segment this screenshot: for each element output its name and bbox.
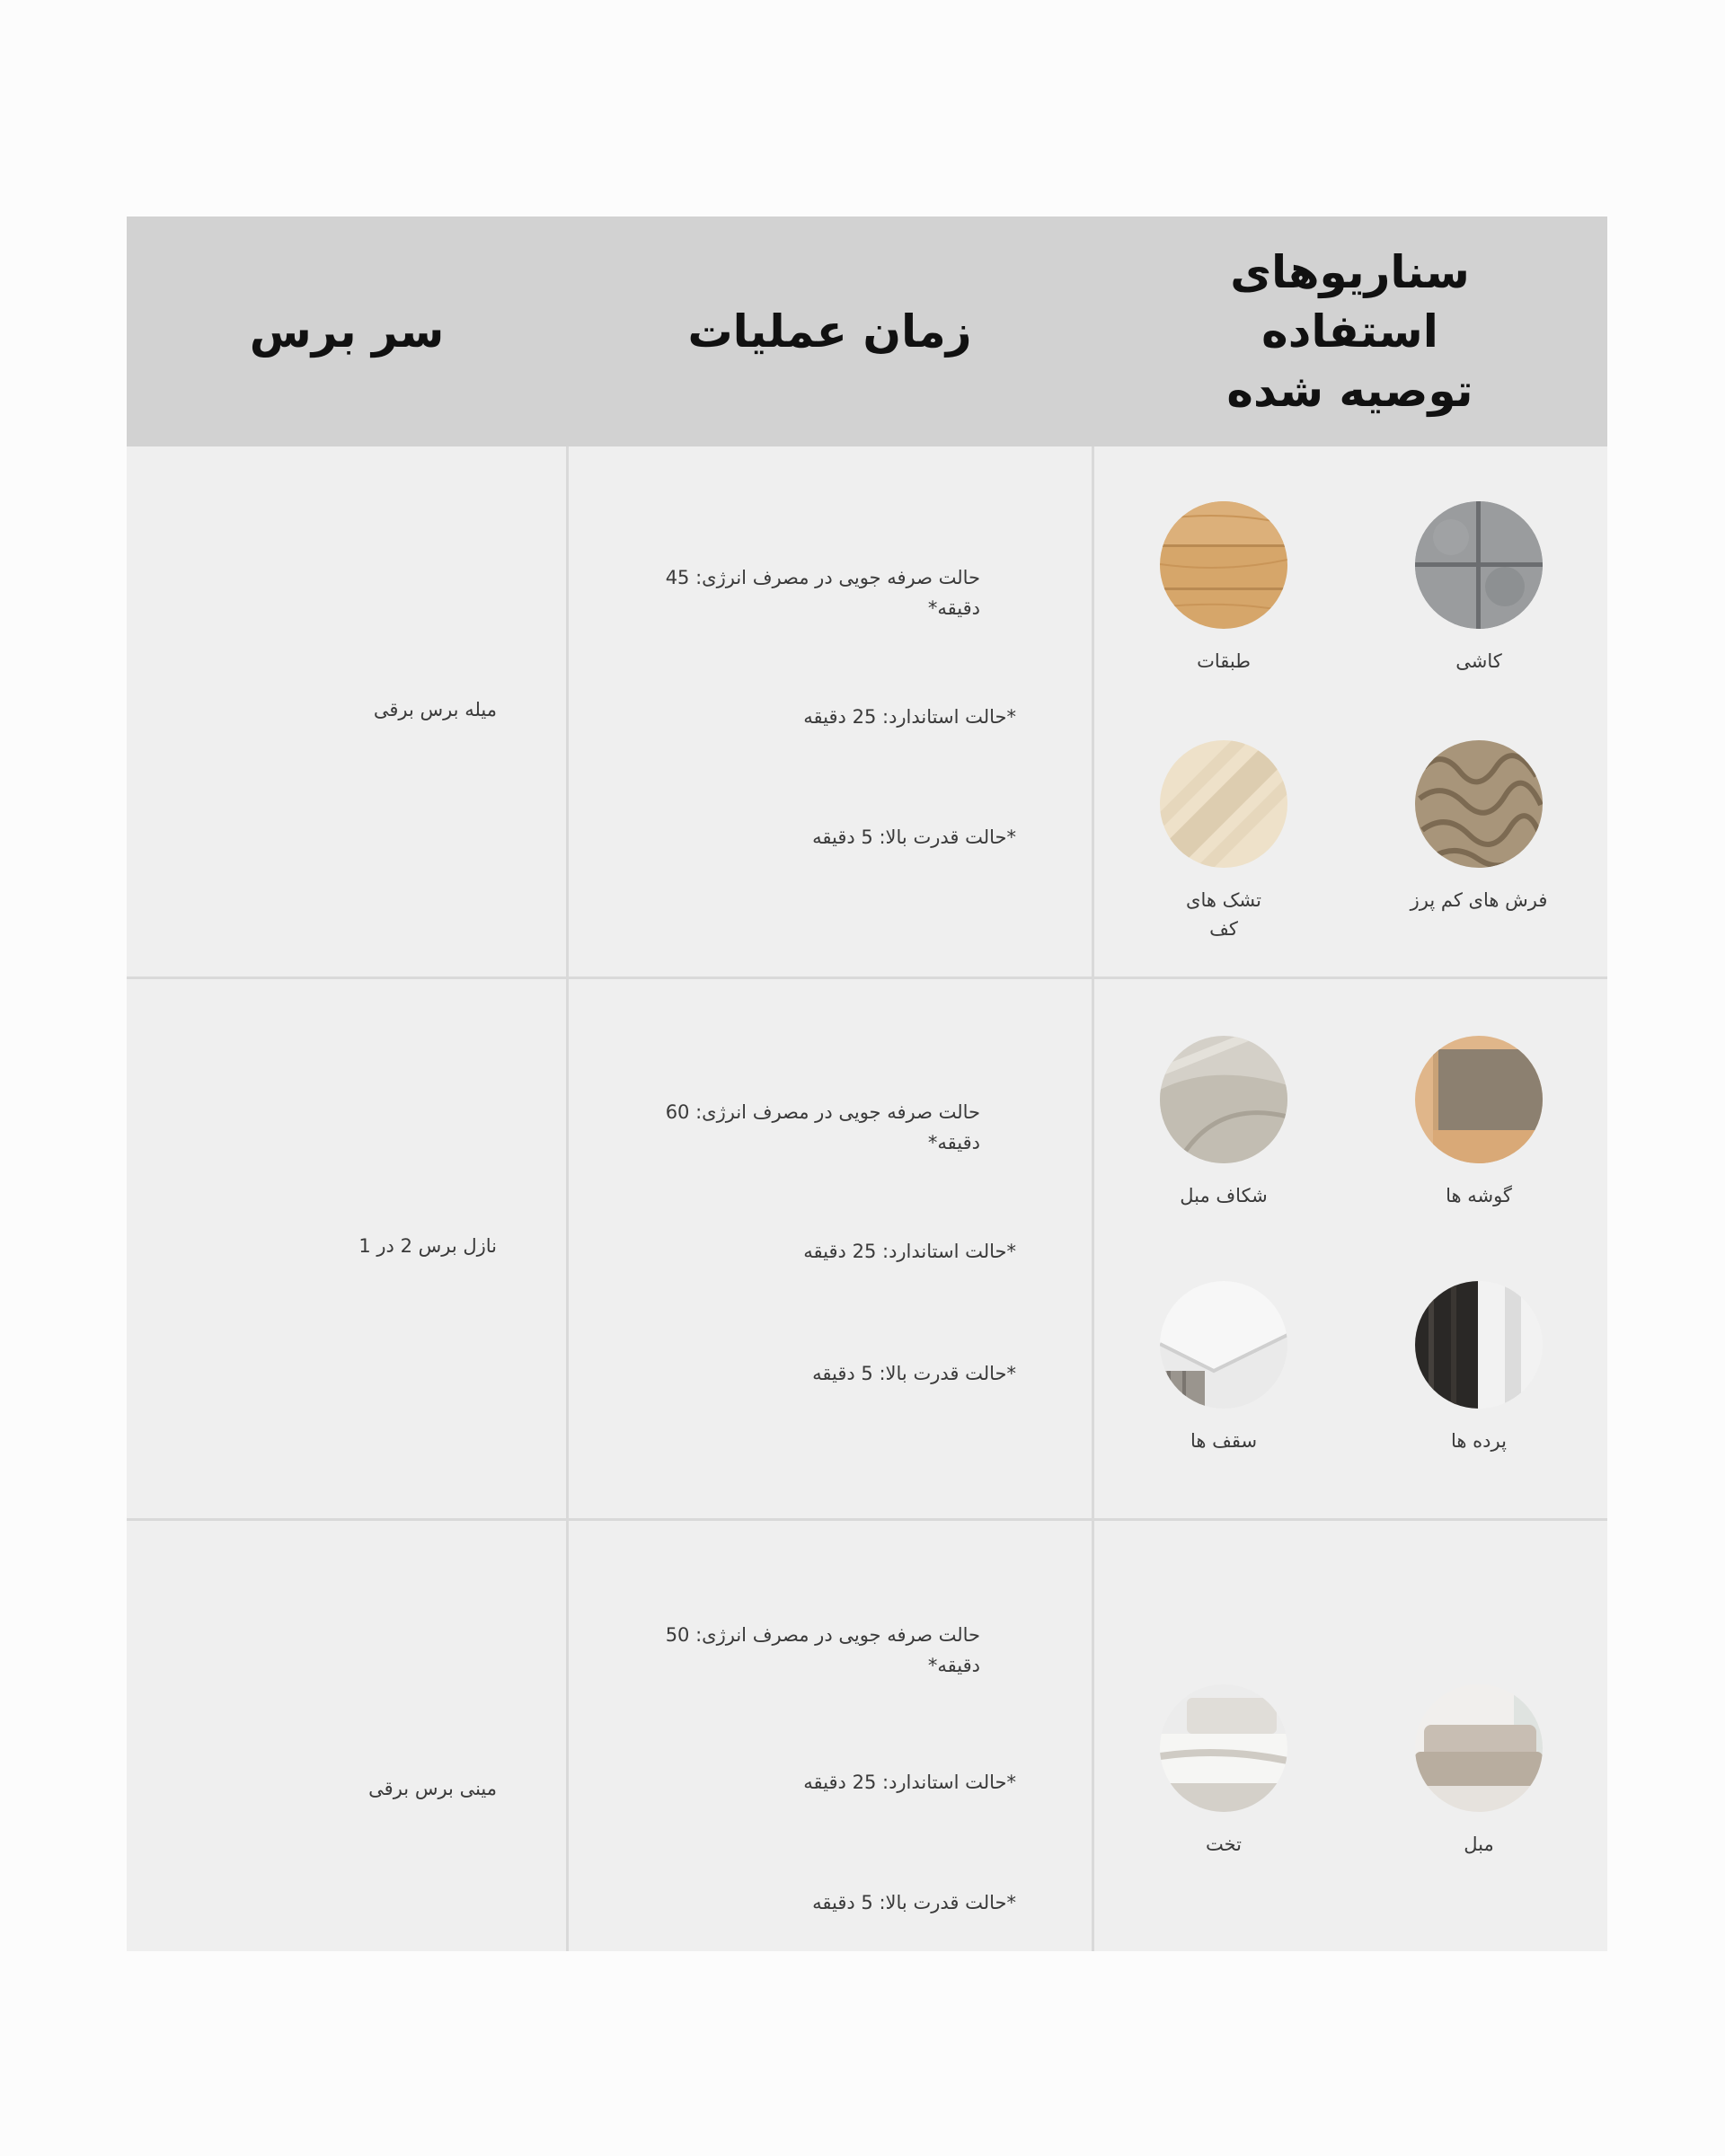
column-divider: [1092, 446, 1094, 1951]
sofa-icon: [1415, 1684, 1543, 1812]
row-divider: [127, 1518, 1607, 1521]
high-power-mode-time: *حالت قدرت بالا: 5 دقیقه: [812, 1363, 1016, 1384]
ceiling-icon: [1160, 1281, 1287, 1409]
scenario-label: کاشی: [1455, 650, 1502, 672]
header-scenarios: سناریوهای استفاده توصیه شده: [1226, 246, 1473, 417]
header-operation-time: زمان عملیات: [687, 305, 972, 358]
brush-name-row-3: [209, 1778, 497, 1799]
comparison-table: [127, 216, 1607, 1951]
wood-floor-icon: [1160, 501, 1287, 629]
eco-mode-time: حالت صرفه جویی در مصرف انرژی: 50 دقیقه*: [665, 1624, 980, 1676]
scenario-label: فرش های کم پرز: [1410, 889, 1548, 911]
tile-icon: [1415, 501, 1543, 629]
scenario-label: سقف ها: [1190, 1430, 1258, 1452]
scenario-label: طبقات: [1197, 650, 1251, 672]
bed-icon: [1160, 1684, 1287, 1812]
standard-mode-time: *حالت استاندارد: 25 دقیقه: [803, 1241, 1016, 1262]
brush-name-text: نازل برس 2 در 1: [358, 1235, 497, 1257]
column-divider: [566, 446, 569, 1951]
eco-mode-time: حالت صرفه جویی در مصرف انرژی: 60 دقیقه*: [665, 1101, 980, 1153]
scenario-sofa-gaps: [1125, 1036, 1322, 1210]
high-power-mode-time: *حالت قدرت بالا: 5 دقیقه: [812, 1892, 1016, 1913]
scenario-low-pile-carpet: [1380, 740, 1578, 915]
scenario-curtains: [1380, 1281, 1578, 1455]
brush-name-row-2: [209, 1235, 497, 1257]
scenario-corners: [1380, 1036, 1578, 1210]
brush-name-text: میله برس برقی: [373, 699, 497, 720]
high-power-mode-time: *حالت قدرت بالا: 5 دقیقه: [812, 826, 1016, 848]
low-pile-carpet-icon: [1415, 740, 1543, 868]
corner-icon: [1415, 1036, 1543, 1163]
table-header: [127, 216, 1607, 446]
brush-name-row-1: [209, 699, 497, 720]
scenario-floor-mats: [1125, 740, 1322, 943]
scenario-bed: [1125, 1684, 1322, 1859]
sofa-gap-icon: [1160, 1036, 1287, 1163]
scenario-floors: [1125, 501, 1322, 676]
scenario-tile: [1380, 501, 1578, 676]
standard-mode-time: *حالت استاندارد: 25 دقیقه: [803, 1772, 1016, 1793]
brush-name-text: مینی برس برقی: [368, 1778, 497, 1799]
scenario-label: پرده ها: [1451, 1430, 1507, 1452]
scenario-sofa: [1380, 1684, 1578, 1859]
scenario-label: گوشه ها: [1446, 1185, 1512, 1206]
scenario-label: تشک های کف: [1186, 889, 1261, 940]
header-brush-head: سر برس: [249, 305, 445, 358]
scenario-ceilings: [1125, 1281, 1322, 1455]
row-divider: [127, 976, 1607, 979]
scenario-label: شکاف مبل: [1180, 1185, 1268, 1206]
standard-mode-time: *حالت استاندارد: 25 دقیقه: [803, 706, 1016, 728]
scenario-label: مبل: [1464, 1833, 1494, 1855]
eco-mode-time: حالت صرفه جویی در مصرف انرژی: 45 دقیقه*: [665, 567, 980, 619]
curtain-icon: [1415, 1281, 1543, 1409]
floor-mat-icon: [1160, 740, 1287, 868]
scenario-label: تخت: [1205, 1833, 1243, 1855]
